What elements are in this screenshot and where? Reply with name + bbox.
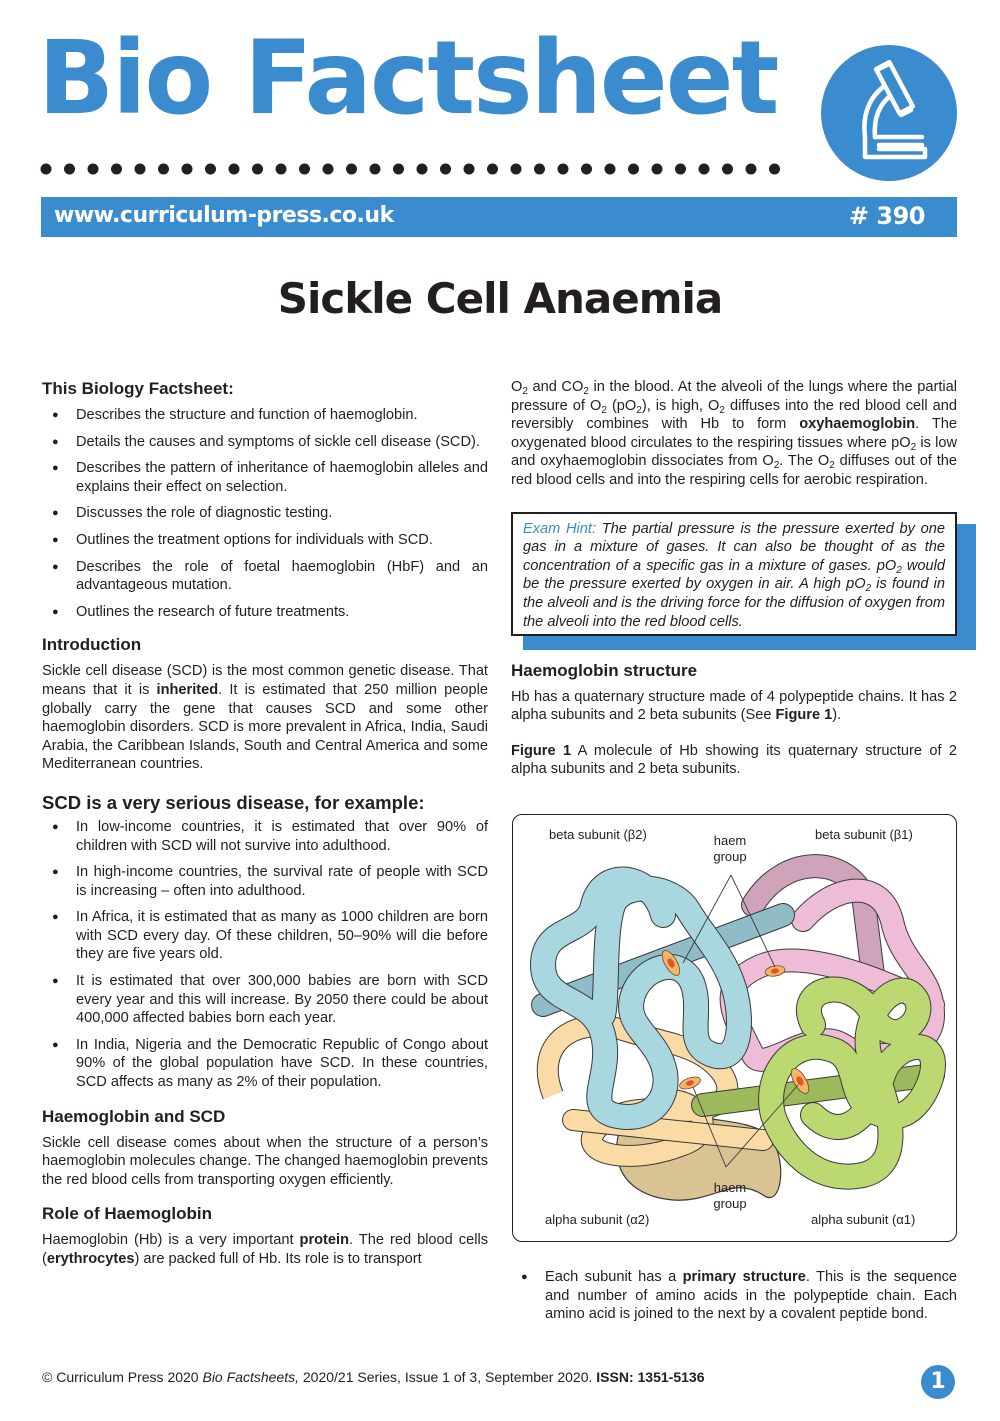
- divider-dot: [64, 164, 75, 175]
- divider-dot: [276, 164, 287, 175]
- list-item: ● Details the causes and symptoms of sickle cell disease (SCD).: [42, 433, 488, 452]
- exam-hint-callout: [511, 512, 957, 652]
- divider-dot: [346, 164, 357, 175]
- label-alpha1: alpha subunit (α1): [811, 1212, 916, 1227]
- divider-dot: [581, 164, 592, 175]
- divider-dot: [393, 164, 404, 175]
- list-item: ● In India, Nigeria and the Democratic Republic of Congo about 90% of the global population have SCD. In these countries, SCD affects as many as 2% of their population.: [42, 1036, 488, 1092]
- factsheet-heading: This Biology Factsheet:: [42, 379, 234, 398]
- divider-dot: [464, 164, 475, 175]
- divider-dot: [652, 164, 663, 175]
- label-beta2: beta subunit (β2): [549, 827, 647, 842]
- list-item: ● Each subunit has a primary structure. This is the sequence and number of amino acids in the polypeptide chain. Each amino acid is joined to the next by a covalent peptide bond.: [511, 1268, 957, 1324]
- divider-dot: [205, 164, 216, 175]
- divider-dot: [534, 164, 545, 175]
- list-item: ● Outlines the research of future treatments.: [42, 603, 488, 622]
- list-item: ● Outlines the treatment options for individuals with SCD.: [42, 531, 488, 550]
- divider-dot: [299, 164, 310, 175]
- haemoglobin-scd-text: Sickle cell disease comes about when the structure of a person’s haemoglobin molecules change. The changed haemoglobin prevents the red blood cells from transporting oxygen efficiently.: [42, 1134, 488, 1188]
- divider-dot: [769, 164, 780, 175]
- microscope-icon: [821, 45, 957, 181]
- page-title: Sickle Cell Anaemia: [277, 274, 723, 323]
- divider-dot: [182, 164, 193, 175]
- haemoglobin-structure-text: Hb has a quaternary structure made of 4 polypeptide chains. It has 2 alpha subunits and 2 beta subunits (See Figure 1).: [511, 688, 957, 724]
- list-item: ● In high-income countries, the survival rate of people with SCD is increasing – often into adulthood.: [42, 863, 488, 900]
- divider-dot: [699, 164, 710, 175]
- brand-title: Bio Factsheet: [38, 19, 778, 138]
- page-number-badge: 1: [921, 1365, 955, 1399]
- divider-dot: [722, 164, 733, 175]
- divider-dot: [440, 164, 451, 175]
- divider-dot: [252, 164, 263, 175]
- divider-dot: [111, 164, 122, 175]
- divider-dot: [229, 164, 240, 175]
- list-item: ● Describes the pattern of inheritance of haemoglobin alleles and explains their effect on selection.: [42, 459, 488, 496]
- divider-dot: [511, 164, 522, 175]
- divider-dot: [487, 164, 498, 175]
- introduction-text: Sickle cell disease (SCD) is the most common genetic disease. That means that it is inherited. It is estimated that 250 million people globally carry the gene that causes SCD and some other haemoglobin disorders. SCD is more prevalent in Africa, India, Saudi Arabia, the Caribbean Islands, South and Central America and some Mediterranean countries.: [42, 663, 488, 773]
- haemoglobin-molecule-diagram: [513, 815, 957, 1242]
- right-column: [511, 378, 957, 779]
- list-item: ● Discusses the role of diagnostic testing.: [42, 504, 488, 523]
- url-banner: [41, 197, 957, 237]
- role-of-haemoglobin-heading: Role of Haemoglobin: [42, 1204, 212, 1224]
- list-item: ● In Africa, it is estimated that as many as 1000 children are born with SCD every day. Of these children, 50–90% will die before they are five years old.: [42, 908, 488, 964]
- divider-dot: [370, 164, 381, 175]
- label-haem-bottom: haem group: [713, 1180, 747, 1211]
- divider-dot: [158, 164, 169, 175]
- exam-hint-box: Exam Hint: The partial pressure is the pressure exerted by one gas in a mixture of gases. It can also be thought of as the concentration of a specific gas in a mixture of gases. $pO_2$ would be the pressure exerted by oxygen in air. A high $pO_2$ is found in the alveoli and is the driving force for the diffusion of oxygen from the alveoli into the red blood cells.: [511, 512, 957, 636]
- divider-dot: [417, 164, 428, 175]
- label-haem-top: haem group: [713, 833, 747, 864]
- logo-badge: [821, 45, 957, 181]
- role-of-haemoglobin-text: Haemoglobin (Hb) is a very important protein. The red blood cells (erythrocytes) are packed full of Hb. Its role is to transport: [42, 1232, 488, 1267]
- serious-disease-heading: SCD is a very serious disease, for example:: [42, 791, 425, 813]
- divider-dot: [88, 164, 99, 175]
- figure-caption: Figure 1 A molecule of Hb showing its quaternary structure of 2 alpha subunits and 2 beta subunits.: [511, 742, 957, 778]
- dotted-divider: [40, 162, 785, 176]
- list-item: ● In low-income countries, it is estimated that over 90% of children with SCD will not survive into adulthood.: [42, 818, 488, 855]
- introduction-heading: Introduction: [42, 635, 142, 655]
- list-item: ● It is estimated that over 300,000 babies are born with SCD every year and this will increase. By 2050 there could be about 400,000 affected babies born each year.: [42, 972, 488, 1028]
- divider-dot: [746, 164, 757, 175]
- divider-dot: [675, 164, 686, 175]
- left-column: [42, 378, 488, 1269]
- divider-dot: [628, 164, 639, 175]
- haemoglobin-figure: [512, 814, 957, 1242]
- divider-dot: [605, 164, 616, 175]
- issue-number: # 390: [848, 202, 925, 230]
- divider-dot: [135, 164, 146, 175]
- divider-dot: [323, 164, 334, 175]
- list-item: ● Describes the role of foetal haemoglobin (HbF) and an advantageous mutation.: [42, 558, 488, 595]
- website-link[interactable]: www.curriculum-press.co.uk: [54, 203, 394, 228]
- oxygen-transport-text: $O_2$ and $CO_2$ in the blood. At the alveoli of the lungs where the partial pressure of $O_2$ $(pO_2)$, is high, $O_2$ diffuses into the red blood cell and reversibly combines with Hb to form oxyhaemoglobin. The oxygenated blood circulates to the respiring tissues where $pO_2$ is low and oxyhaemoglobin dissociates from $O_2$. The $O_2$ diffuses out of the red blood cells and into the respiring cells for aerobic respiration.: [511, 379, 958, 488]
- label-beta1: beta subunit (β1): [815, 827, 913, 842]
- serious-disease-list: [42, 818, 488, 1092]
- primary-structure-list: [511, 1268, 957, 1324]
- divider-dot: [558, 164, 569, 175]
- label-alpha2: alpha subunit (α2): [545, 1212, 650, 1227]
- footer-citation: © Curriculum Press 2020 Bio Factsheets, 2020/21 Series, Issue 1 of 3, September 2020. ISSN: 1351-5136: [42, 1369, 705, 1385]
- haemoglobin-scd-heading: Haemoglobin and SCD: [42, 1106, 226, 1126]
- divider-dot: [41, 164, 52, 175]
- factsheet-list: [42, 406, 488, 621]
- exam-hint-label: Exam Hint:: [523, 520, 597, 537]
- haemoglobin-structure-heading: Haemoglobin structure: [511, 660, 698, 680]
- list-item: ● Describes the structure and function of haemoglobin.: [42, 406, 488, 425]
